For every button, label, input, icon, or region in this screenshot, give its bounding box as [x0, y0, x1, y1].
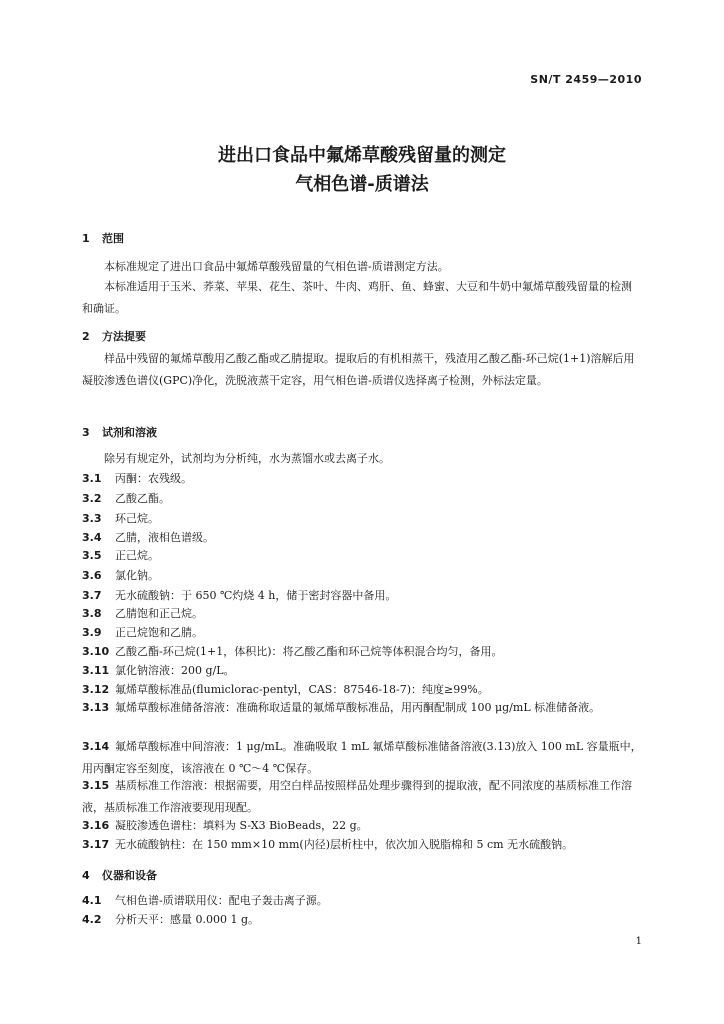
section-title: 范围	[102, 232, 124, 245]
item-text: 氟烯草酸标准中间溶液：1 μg/mL。准确吸取 1 mL 氟烯草酸标准储备溶液(3.13)放入 100 mL 容量瓶中，用丙酮定容至刻度，该溶液在 0 ℃～4 ℃保存。	[82, 740, 642, 775]
list-item	[82, 548, 159, 564]
list-item	[82, 837, 573, 853]
section-title: 仪器和设备	[102, 869, 157, 882]
paragraph: 本标准适用于玉米、荞菜、苹果、花生、茶叶、牛肉、鸡肝、鱼、蜂蜜、大豆和牛奶中氟烯草酸残留量的检测和确证。	[82, 280, 632, 315]
item-number: 3.11	[82, 664, 110, 677]
standard-number: SN/T 2459—2010	[530, 73, 642, 86]
item-text: 分析天平：感量 0.000 1 g。	[115, 913, 260, 926]
list-item	[82, 606, 203, 622]
item-text: 乙腈，液相色谱级。	[115, 531, 214, 544]
section-title: 方法提要	[102, 330, 146, 343]
item-text: 无水硫酸钠：于 650 ℃灼烧 4 h，储于密封容器中备用。	[115, 589, 397, 602]
section-number: 3	[82, 426, 90, 439]
section-number: 4	[82, 869, 90, 882]
list-item	[82, 682, 489, 698]
section-2-heading	[82, 328, 146, 344]
paragraph: 除另有规定外，试剂均为分析纯，水为蒸馏水或去离子水。	[104, 452, 390, 465]
item-number: 3.2	[82, 492, 102, 505]
list-item	[82, 491, 170, 507]
list-item	[82, 511, 159, 527]
item-number: 4.2	[82, 913, 102, 926]
item-number: 3.1	[82, 472, 102, 485]
item-number: 3.14	[82, 740, 110, 753]
item-number: 3.15	[82, 779, 110, 792]
item-text: 乙腈饱和正己烷。	[115, 607, 203, 620]
item-text: 氯化钠。	[115, 569, 159, 582]
item-text: 正己烷。	[115, 549, 159, 562]
item-number: 3.7	[82, 589, 102, 602]
paragraph: 本标准规定了进出口食品中氟烯草酸残留量的气相色谱-质谱测定方法。	[104, 260, 449, 273]
item-number: 3.3	[82, 512, 102, 525]
item-number: 3.13	[82, 701, 110, 714]
item-number: 3.4	[82, 531, 102, 544]
item-text: 正己烷饱和乙腈。	[115, 626, 203, 639]
item-text: 气相色谱-质谱联用仪：配电子轰击离子源。	[115, 894, 328, 907]
item-number: 3.6	[82, 569, 102, 582]
item-text: 凝胶渗透色谱柱：填料为 S-X3 BioBeads，22 g。	[115, 819, 368, 832]
item-text: 丙酮：农残级。	[115, 472, 192, 485]
item-number: 3.16	[82, 819, 110, 832]
section-1-heading	[82, 230, 124, 246]
item-text: 氟烯草酸标准储备溶液：准确称取适量的氟烯草酸标准品，用丙酮配制成 100 μg/mL 标准储备液。	[115, 701, 601, 714]
list-item	[82, 893, 328, 909]
document-title: 进出口食品中氟烯草酸残留量的测定	[218, 145, 506, 166]
list-item	[82, 775, 642, 819]
item-number: 3.5	[82, 549, 102, 562]
item-text: 基质标准工作溶液：根据需要，用空白样品按照样品处理步骤得到的提取液，配不同浓度的基质标准工作溶液，基质标准工作溶液要现用现配。	[82, 779, 632, 814]
section-number: 1	[82, 232, 90, 245]
list-item	[82, 912, 259, 928]
item-number: 3.17	[82, 838, 110, 851]
list-item	[82, 625, 203, 641]
list-item	[82, 818, 368, 834]
item-number: 3.8	[82, 607, 102, 620]
item-text: 氯化钠溶液：200 g/L。	[115, 664, 235, 677]
item-number: 3.12	[82, 683, 110, 696]
item-text: 环己烷。	[115, 512, 159, 525]
item-number: 4.1	[82, 894, 102, 907]
section-number: 2	[82, 330, 90, 343]
item-text: 氟烯草酸标准品(flumiclorac-pentyl，CAS：87546-18-7)：纯度≥99%。	[115, 683, 489, 696]
item-number: 3.9	[82, 626, 102, 639]
list-item	[82, 588, 396, 604]
item-text: 无水硫酸钠柱：在 150 mm×10 mm(内径)层析柱中，依次加入脱脂棉和 5 cm 无水硫酸钠。	[115, 838, 574, 851]
paragraph: 样品中残留的氟烯草酸用乙酸乙酯或乙腈提取。提取后的有机相蒸干，残渣用乙酸乙酯-环己烷(1+1)溶解后用凝胶渗透色谱仪(GPC)净化，洗脱液蒸干定容，用气相色谱-质谱仪选择离子检测，外标法定量。	[82, 352, 635, 387]
item-number: 3.10	[82, 645, 110, 658]
section-title: 试剂和溶液	[102, 426, 157, 439]
list-item	[82, 568, 159, 584]
list-item	[82, 471, 192, 487]
list-item	[82, 736, 642, 780]
list-item	[82, 644, 503, 660]
list-item	[82, 530, 214, 546]
item-text: 乙酸乙酯。	[115, 492, 170, 505]
list-item	[82, 697, 642, 719]
section-3-heading	[82, 424, 157, 440]
list-item	[82, 663, 235, 679]
document-subtitle: 气相色谱-质谱法	[295, 174, 429, 195]
page-number: 1	[635, 936, 642, 947]
item-text: 乙酸乙酯-环己烷(1+1，体积比)：将乙酸乙酯和环己烷等体积混合均匀，备用。	[115, 645, 503, 658]
section-4-heading	[82, 867, 157, 883]
